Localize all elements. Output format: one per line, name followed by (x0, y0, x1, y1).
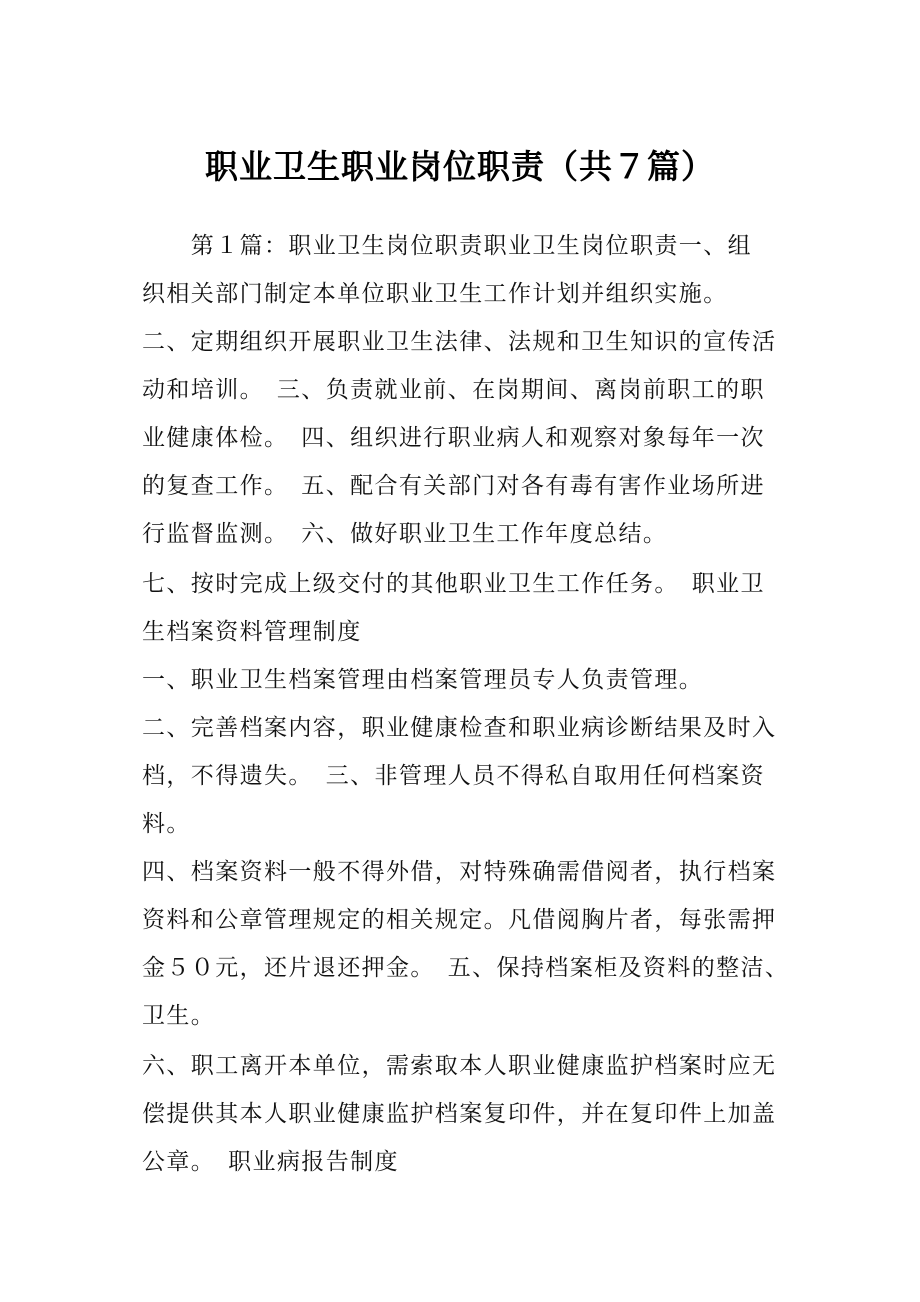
body-line: 第１篇：职业卫生岗位职责职业卫生岗位职责一、组 (142, 233, 752, 259)
body-line: 偿提供其本人职业健康监护档案复印件，并在复印件上加盖 (142, 1101, 777, 1127)
body-line: 资料和公章管理规定的相关规定。凡借阅胸片者，每张需押 (142, 907, 777, 933)
body-line: 二、定期组织开展职业卫生法律、法规和卫生知识的宣传活 (142, 329, 777, 355)
body-line: 七、按时完成上级交付的其他职业卫生工作任务。 职业卫 (142, 571, 765, 597)
body-line: 织相关部门制定本单位职业卫生工作计划并组织实施。 (142, 281, 728, 307)
body-line: 料。 (142, 811, 191, 837)
body-line: 档，不得遗失。 三、非管理人员不得私自取用任何档案资 (142, 763, 765, 789)
body-line: 公章。 职业病报告制度 (142, 1149, 399, 1175)
body-line: 业健康体检。 四、组织进行职业病人和观察对象每年一次 (142, 425, 765, 451)
body-line: 二、完善档案内容，职业健康检查和职业病诊断结果及时入 (142, 715, 777, 741)
document-title: 职业卫生职业岗位职责（共７篇） (205, 147, 715, 186)
body-line: 一、职业卫生档案管理由档案管理员专人负责管理。 (142, 667, 704, 693)
body-line: 生档案资料管理制度 (142, 619, 362, 645)
body-line: 四、档案资料一般不得外借，对特殊确需借阅者，执行档案 (142, 859, 777, 885)
body-line: 行监督监测。 六、做好职业卫生工作年度总结。 (142, 521, 668, 547)
body-line: 的复查工作。 五、配合有关部门对各有毒有害作业场所进 (142, 473, 765, 499)
body-line: 金５０元，还片退还押金。 五、保持档案柜及资料的整洁、 (142, 955, 790, 981)
body-line: 卫生。 (142, 1003, 216, 1029)
body-line: 动和培训。 三、负责就业前、在岗期间、离岗前职工的职 (142, 377, 765, 403)
body-line: 六、职工离开本单位，需索取本人职业健康监护档案时应无 (142, 1053, 777, 1079)
